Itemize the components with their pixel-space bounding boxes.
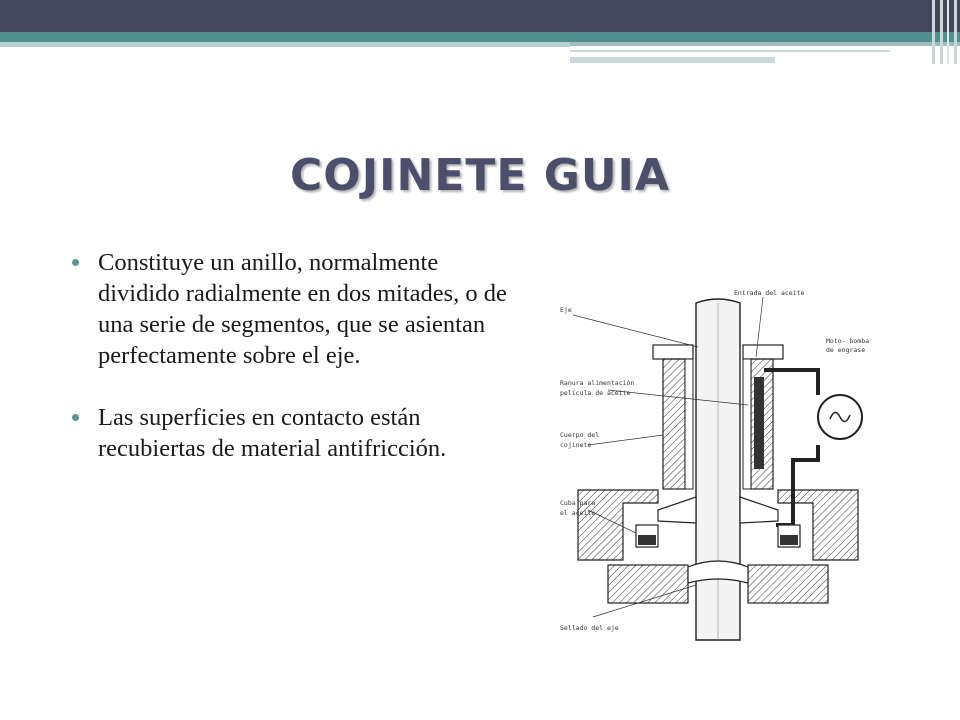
label-pump-1: Moto- bomba — [826, 337, 870, 345]
header-bar — [0, 0, 960, 32]
label-body-2: cojinete — [560, 441, 592, 449]
label-tub-1: Cuba para — [560, 499, 596, 507]
label-groove-1: Ranura alimentación — [560, 379, 635, 387]
bearing-diagram — [548, 285, 888, 645]
label-tub-2: el aceite — [560, 509, 596, 517]
header-stripe-short — [570, 57, 775, 63]
label-shaft: Eje — [560, 306, 572, 314]
header-stripe-light — [0, 42, 570, 47]
shaft — [696, 299, 740, 640]
header-stripe — [0, 32, 960, 42]
label-oil-inlet: Entrada del aceite — [734, 289, 805, 297]
bullet-text: Las superficies en contacto están recubiertas de material antifricción. — [98, 404, 447, 462]
slide-title: COJINETE GUIA — [290, 150, 670, 201]
label-pump-2: de engrase — [826, 346, 866, 354]
label-body-1: Cuerpo del — [560, 431, 600, 439]
bullet-item — [72, 402, 512, 464]
bullet-dot-icon — [72, 414, 79, 421]
corner-decoration — [922, 0, 960, 70]
label-seal: Sellado del eje — [560, 624, 619, 632]
bullet-dot-icon — [72, 259, 79, 266]
bullet-item — [72, 247, 512, 371]
label-groove-2: película de aceite — [560, 389, 631, 397]
header-stripe-accent — [570, 42, 960, 46]
bullet-text: Constituye un anillo, normalmente dividido radialmente en dos mitades, o de una serie de segmentos, que se asientan perfectamente sobre el eje. — [98, 249, 507, 369]
bullet-list — [72, 247, 512, 495]
header-stripe-thin — [570, 50, 890, 52]
